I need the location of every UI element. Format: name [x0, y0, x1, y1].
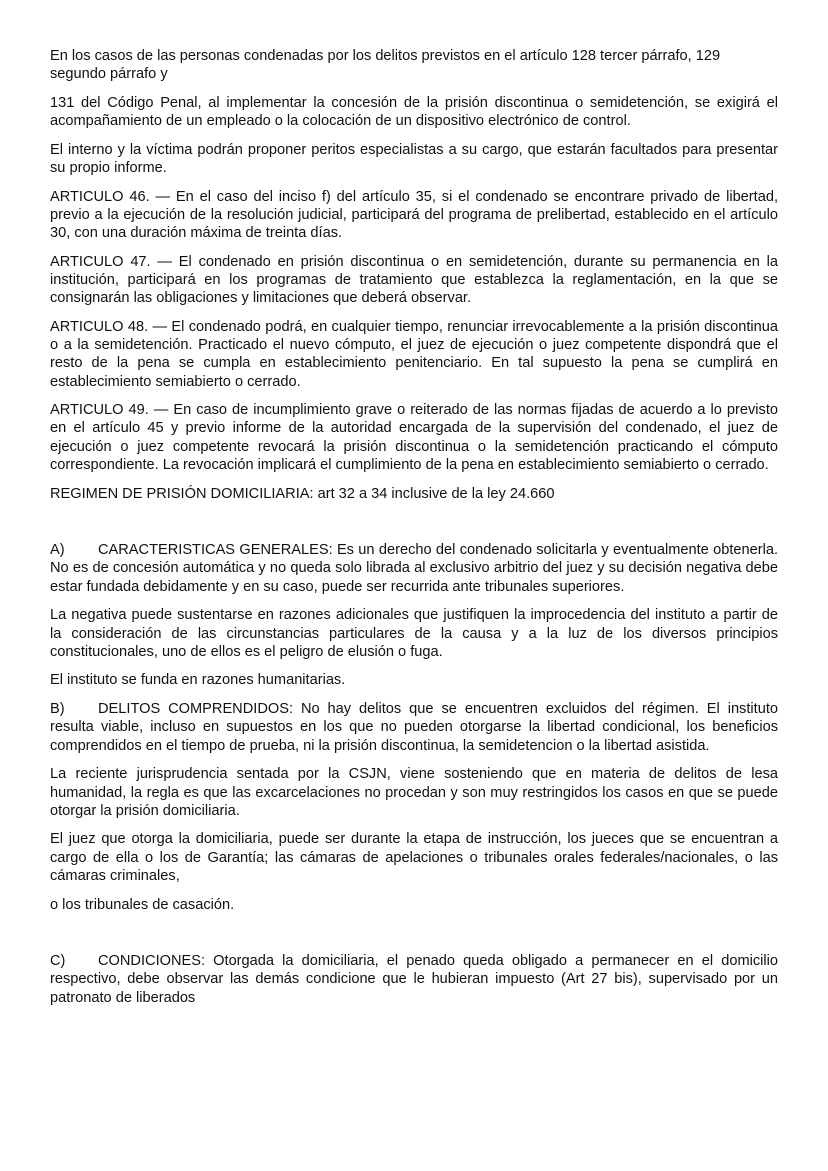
section-a-caracteristicas: [50, 541, 778, 596]
paragraph-juez-domiciliaria: El juez que otorga la domiciliaria, puede ser durante la etapa de instrucción, los jueces que se encuentran a cargo de ella o los de Garantía; las cámaras de apelaciones o tribunales orales federales/nacionales, o las cámaras criminales,: [50, 831, 778, 884]
paragraph-articulo-47: ARTICULO 47. — El condenado en prisión discontinua o en semidetención, durante su permanencia en la institución, participará en los programas de tratamiento que establezca la reglamentación, en la que se consignarán las obligaciones y limitaciones que deberá observar.: [50, 253, 778, 307]
section-a-text: CARACTERISTICAS GENERALES: Es un derecho del condenado solicitarla y eventualmente obtenerla. No es de concesión automática y no queda solo librada al exclusivo arbitrio del juez y su decisión negativa debe estar fundada debidamente y en su caso, puede ser recurrida ante tribunales superiores.: [50, 542, 778, 595]
paragraph-codigo-penal: 131 del Código Penal, al implementar la concesión de la prisión discontinua o semidetención, se exigirá el acompañamiento de un empleado o la colocación de un dispositivo electrónico de control.: [50, 94, 778, 130]
paragraph-articulo-46: ARTICULO 46. — En el caso del inciso f) del artículo 35, si el condenado se encontrare privado de libertad, previo a la ejecución de la resolución judicial, participará del programa de prelibertad, establecido en el artículo 30, con una duración máxima de treinta días.: [50, 188, 778, 242]
section-c-text: CONDICIONES: Otorgada la domiciliaria, el penado queda obligado a permanecer en el domicilio respectivo, debe observar las demás condicione que le hubieran impuesto (Art 27 bis), supervisado por un patronato de liberados: [50, 953, 778, 1006]
paragraph-jurisprudencia-csjn: La reciente jurisprudencia sentada por la CSJN, viene sosteniendo que en materia de delitos de lesa humanidad, la regla es que las excarcelaciones no procedan y son muy restringidos los casos en que se puede otorgar la prisión domiciliaria.: [50, 766, 778, 819]
section-a-label: A): [50, 542, 65, 559]
section-spacer-2: [50, 924, 778, 952]
paragraph-negativa: La negativa puede sustentarse en razones adicionales que justifiquen la improcedencia del instituto a partir de la consideración de las circunstancias particulares de la causa y a la luz de los diversos principios constitucionales, uno de ellos es el peligro de elusión o fuga.: [50, 607, 778, 660]
paragraph-tribunales-casacion: o los tribunales de casación.: [50, 896, 235, 913]
heading-regimen-prision-domiciliaria: REGIMEN DE PRISIÓN DOMICILIARIA: art 32 a 34 inclusive de la ley 24.660: [50, 485, 555, 502]
paragraph-razones-humanitarias: El instituto se funda en razones humanitarias.: [50, 672, 346, 689]
document-body: [50, 47, 778, 1017]
section-c-condiciones: [50, 952, 778, 1007]
section-spacer: [50, 513, 778, 541]
section-c-label: C): [50, 953, 66, 970]
paragraph-articulo-49: ARTICULO 49. — En caso de incumplimiento grave o reiterado de las normas fijadas de acuerdo a lo previsto en el artículo 45 y previo informe de la autoridad encargada de la supervisión del condenado, el juez de ejecución o juez competente revocará la prisión discontinua o la semidetención practicando el cómputo correspondiente. La revocación implicará el cumplimiento de la pena en establecimiento semiabierto o cerrado.: [50, 402, 778, 473]
section-b-delitos: [50, 700, 778, 755]
paragraph-peritos: El interno y la víctima podrán proponer peritos especialistas a su cargo, que estarán facultados para presentar su propio informe.: [50, 141, 778, 177]
paragraph-intro: En los casos de las personas condenadas por los delitos previstos en el artículo 128 tercer párrafo, 129 segundo párrafo y: [50, 48, 721, 83]
section-b-text: DELITOS COMPRENDIDOS: No hay delitos que se encuentren excluidos del régimen. El instituto resulta viable, incluso en supuestos en los que no pueden otorgarse la libertad condicional, los beneficios comprendidos en el tiempo de prueba, ni la prisión discontinua, la semidetencion o la libertad asistida.: [50, 701, 778, 754]
paragraph-articulo-48: ARTICULO 48. — El condenado podrá, en cualquier tiempo, renunciar irrevocablemente a la prisión discontinua o a la semidetención. Practicado el nuevo cómputo, el juez de ejecución o juez competente dispondrá que el resto de la pena se cumpla en establecimiento penitenciario. En tal supuesto la pena se cumplirá en establecimiento semiabierto o cerrado.: [50, 318, 778, 390]
section-b-label: B): [50, 701, 65, 718]
